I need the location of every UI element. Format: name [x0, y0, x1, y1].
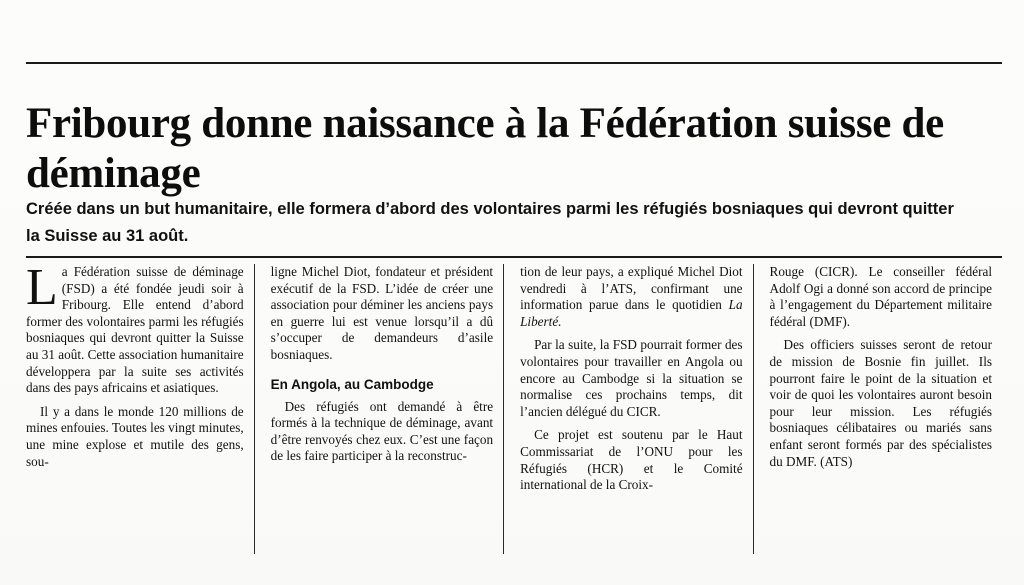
paragraph — [26, 259, 244, 397]
paragraph: Des réfugiés ont demandé à être formés à la technique de déminage, avant d’être renvoyés chez eux. C’est une façon de les faire participer à la reconstruc- — [270, 398, 494, 464]
paragraph: Ce projet est soutenu par le Haut Commissariat de l’ONU pour les Réfugiés (HCR) et le Comité international de la Croix- — [520, 427, 743, 493]
article-headline: Fribourg donne naissance à la Fédération suisse de déminage — [26, 99, 944, 197]
paragraph: Par la suite, la FSD pourrait former des volontaires pour travailler en Angola ou encore au Cambodge si la situation se normalise ces prochains temps, dit l’ancien délégué du CICR. — [520, 337, 743, 419]
section-subheading: En Angola, au Cambodge — [270, 376, 434, 392]
article-columns — [26, 259, 1002, 554]
article-content — [26, 0, 1002, 585]
article-subhead: Créée dans un but humanitaire, elle formera d’abord des volontaires parmi les réfugiés bosniaques qui devront quitter la Suisse au 31 août. — [26, 200, 954, 245]
paragraph-text: a Fédération suisse de déminage (FSD) a été fondée jeudi soir à Fribourg. Elle entend d’abord former des volontaires parmi les réfugiés bosniaques qui devront quitter la Suisse au 31 août. Cette association humanitaire développera par la suite ses activités dans des pays africains et asiatiques. — [26, 264, 244, 396]
paragraph-text: tion de leur pays, a expliqué Michel Diot vendredi à l’ATS, confirmant une information parue dans le quotidien — [520, 264, 743, 313]
paragraph: Rouge (CICR). Le conseiller fédéral Adolf Ogi a donné son accord de principe à l’engagement du Département militaire fédéral (DMF). — [769, 264, 992, 329]
article-column-4 — [753, 264, 1002, 554]
top-divider-rule — [26, 62, 1002, 64]
paragraph — [520, 264, 742, 330]
paragraph: Il y a dans le monde 120 millions de mines enfouies. Toutes les vingt minutes, une mine explose et mutile des gens, sou- — [26, 403, 244, 469]
article-column-3 — [503, 264, 752, 554]
publication-title: La Liberté. — [520, 297, 743, 329]
article-column-2 — [254, 264, 503, 554]
drop-cap: L — [26, 259, 58, 316]
paragraph: Des officiers suisses seront de retour de mission de Bosnie fin juillet. Ils pourront faire le point de la situation et voir de quoi les volontaires auront besoin pour leur mission. Les réfugiés bosniaques célibataires ou mariés sans enfant seront formés par des spécialistes du DMF. (ATS) — [769, 337, 992, 469]
article-column-1 — [26, 259, 254, 554]
paragraph: ligne Michel Diot, fondateur et président exécutif de la FSD. L’idée de créer une association pour déminer les anciens pays en guerre lui est venue lorsqu’il a dû s’occuper de demandeurs d’asile bosniaques. — [270, 264, 494, 362]
subhead-divider-rule — [26, 256, 1002, 258]
